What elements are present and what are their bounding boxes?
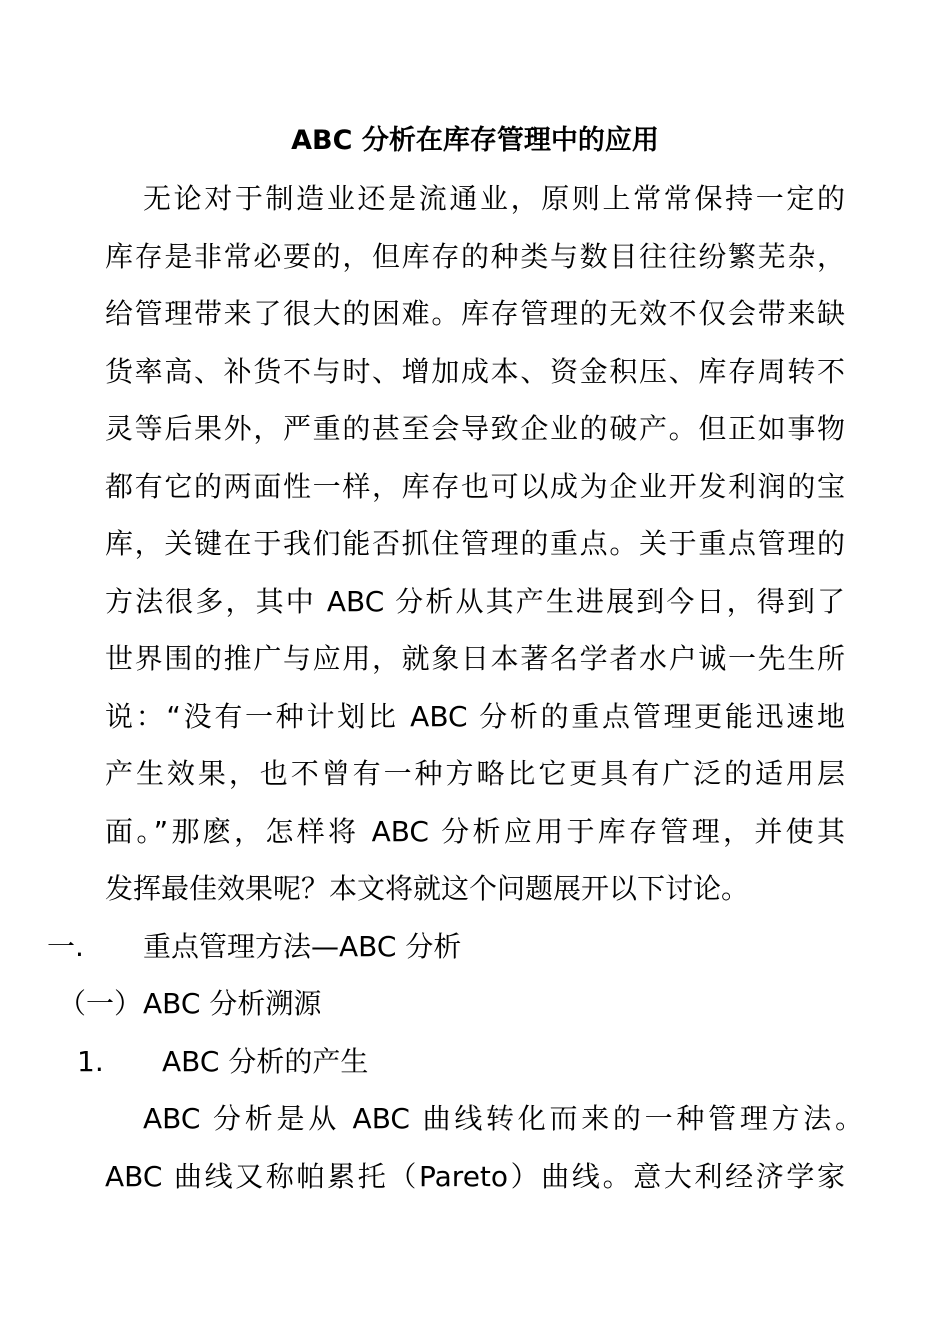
item-paragraph-line-2: ABC 曲线又称帕累托（Pareto）曲线。意大利经济学家 — [105, 1160, 845, 1193]
intro-line-4: 货率高、补货不与时、增加成本、资金积压、库存周转不 — [105, 355, 845, 388]
intro-line-2: 库存是非常必要的，但库存的种类与数目往往纷繁芜杂， — [105, 240, 845, 273]
intro-line-11: 产生效果，也不曾有一种方略比它更具有广泛的适用层 — [105, 757, 845, 790]
item-heading: ABC 分析的产生 — [162, 1045, 369, 1078]
item-paragraph-line-1: ABC 分析是从 ABC 曲线转化而来的一种管理方法。 — [143, 1102, 863, 1135]
intro-line-9: 世界围的推广与应用，就象日本著名学者水户诚一先生所 — [105, 642, 845, 675]
subsection-number: （一） — [58, 987, 143, 1020]
intro-line-1: 无论对于制造业还是流通业，原则上常常保持一定的 — [143, 182, 845, 215]
section-number: 一. — [47, 930, 84, 963]
intro-line-10: 说：“没有一种计划比 ABC 分析的重点管理更能迅速地 — [105, 700, 845, 733]
intro-line-12: 面。”那麽，怎样将 ABC 分析应用于库存管理，并使其 — [105, 815, 845, 848]
section-heading: 重点管理方法—ABC 分析 — [143, 930, 462, 963]
document-title: ABC 分析在库存管理中的应用 — [291, 125, 659, 156]
intro-line-7: 库，关键在于我们能否抓住管理的重点。关于重点管理的 — [105, 527, 845, 560]
item-number: 1. — [77, 1045, 104, 1078]
intro-line-13: 发挥最佳效果呢？本文将就这个问题展开以下讨论。 — [105, 872, 750, 905]
subsection-heading: ABC 分析溯源 — [143, 987, 322, 1020]
intro-line-5: 灵等后果外，严重的甚至会导致企业的破产。但正如事物 — [105, 412, 845, 445]
intro-line-8: 方法很多，其中 ABC 分析从其产生进展到今日，得到了 — [105, 585, 845, 618]
intro-line-3: 给管理带来了很大的困难。库存管理的无效不仅会带来缺 — [105, 297, 845, 330]
intro-line-6: 都有它的两面性一样，库存也可以成为企业开发利润的宝 — [105, 470, 845, 503]
